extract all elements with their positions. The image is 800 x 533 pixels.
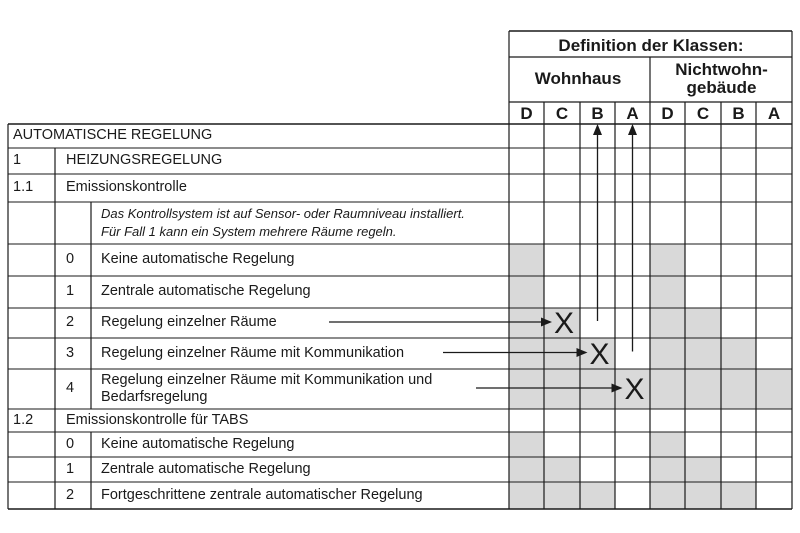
class-mark-x: X — [553, 307, 574, 340]
row-number: 1.2 — [13, 411, 34, 428]
shaded-cell — [509, 457, 544, 482]
row-subnumber: 2 — [66, 486, 75, 503]
shaded-cell — [509, 276, 544, 308]
row-label-r0: Keine automatische Regelung — [101, 251, 295, 267]
class-letter-c: C — [555, 104, 569, 123]
row-subnumber: 0 — [66, 435, 75, 452]
shaded-cell — [509, 338, 544, 369]
shaded-cell — [544, 482, 580, 509]
row-label-r1: Zentrale automatische Regelung — [101, 283, 311, 299]
shaded-cell — [509, 432, 544, 457]
shaded-cell — [544, 369, 580, 409]
row-label-r4-line2: Bedarfsregelung — [101, 389, 208, 405]
class-mark-x: X — [624, 373, 645, 406]
row-subnumber: 1 — [66, 283, 75, 299]
definition-title: Definition der Klassen: — [558, 36, 744, 55]
shaded-cell — [721, 482, 756, 509]
shaded-cell — [721, 338, 756, 369]
shaded-cell — [650, 457, 685, 482]
shaded-cell — [509, 244, 544, 276]
shaded-cell — [580, 369, 615, 409]
shaded-cell — [685, 369, 721, 409]
shaded-cell — [650, 482, 685, 509]
row-label-r3: Regelung einzelner Räume mit Kommunikation — [101, 344, 405, 361]
row-label-automatik: AUTOMATISCHE REGELUNG — [13, 127, 213, 143]
residential-header: Wohnhaus — [534, 69, 622, 88]
shaded-cell — [650, 369, 685, 409]
shaded-cell — [509, 482, 544, 509]
row-label-t0: Keine automatische Regelung — [101, 435, 295, 452]
row-subnumber: 3 — [66, 344, 75, 361]
row-label-tabs: Emissionskontrolle für TABS — [66, 411, 249, 428]
class-letter-d: D — [661, 104, 674, 123]
row-label-heizung: HEIZUNGSREGELUNG — [66, 152, 223, 168]
row-label-r2: Regelung einzelner Räume — [101, 314, 277, 330]
shaded-cell — [650, 276, 685, 308]
nonresidential-header-line1: Nichtwohn- — [675, 60, 768, 79]
shaded-cell — [685, 457, 721, 482]
row-subnumber: 0 — [66, 251, 75, 267]
row-subnumber: 1 — [66, 460, 75, 477]
shaded-cell — [650, 338, 685, 369]
shaded-cell — [756, 369, 792, 409]
row-number: 1 — [13, 152, 22, 168]
class-letter-d: D — [520, 104, 533, 123]
row-label-t1: Zentrale automatische Regelung — [101, 460, 311, 477]
shaded-cell — [580, 482, 615, 509]
class-letter-a: A — [767, 104, 781, 123]
shaded-cell — [544, 457, 580, 482]
shaded-cell — [721, 369, 756, 409]
row-label-t2: Fortgeschrittene zentrale automatischer Regelung — [101, 486, 423, 503]
nonresidential-header-line2: gebäude — [686, 78, 757, 97]
row-subnumber: 4 — [66, 380, 75, 396]
row-label-r4: Regelung einzelner Räume mit Kommunikation und — [101, 372, 433, 388]
shaded-cell — [509, 369, 544, 409]
row-number: 1.1 — [13, 179, 34, 195]
class-letter-c: C — [696, 104, 710, 123]
shaded-cell — [544, 338, 580, 369]
shaded-cell — [685, 308, 721, 338]
row-subnumber: 2 — [66, 314, 75, 330]
note-line2: Für Fall 1 kann ein System mehrere Räume regeln. — [101, 224, 397, 239]
shaded-cell — [509, 308, 544, 338]
class-letter-b: B — [732, 104, 745, 123]
shaded-cell — [685, 482, 721, 509]
shaded-cell — [685, 338, 721, 369]
class-letter-b: B — [591, 104, 604, 123]
shaded-cell — [650, 244, 685, 276]
class-letter-a: A — [626, 104, 639, 123]
shaded-cell — [650, 432, 685, 457]
shaded-cell — [650, 308, 685, 338]
row-label-emission: Emissionskontrolle — [66, 179, 187, 195]
class-mark-x: X — [589, 337, 610, 371]
note-line1: Das Kontrollsystem ist auf Sensor- oder Raumniveau installiert. — [101, 206, 465, 221]
